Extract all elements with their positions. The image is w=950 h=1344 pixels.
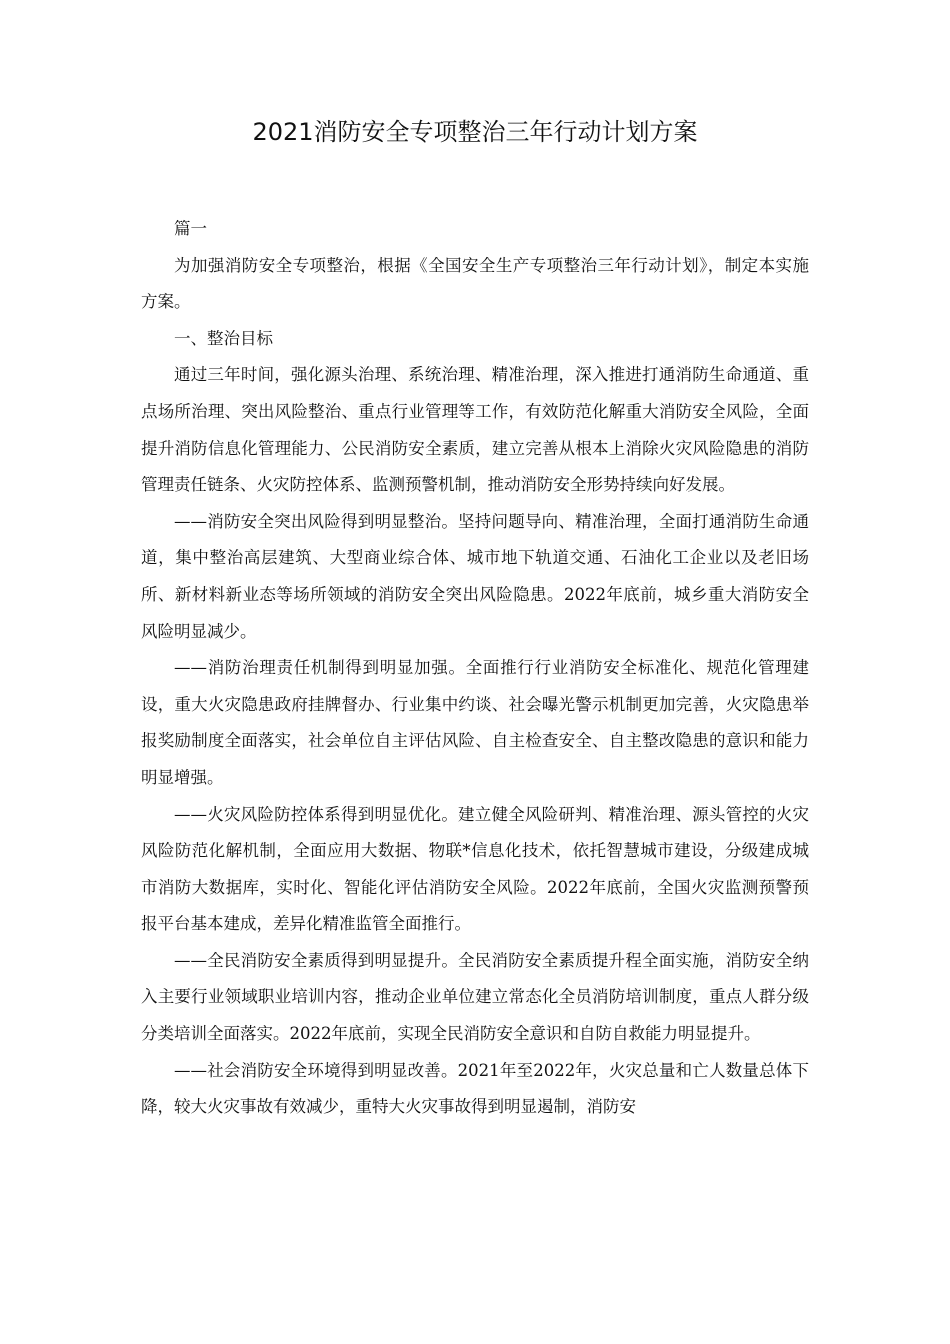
section-heading: 一、整治目标 bbox=[174, 328, 273, 348]
intro-paragraph: 为加强消防安全专项整治，根据《全国安全生产专项整治三年行动计划》，制定本实施方案。 bbox=[141, 255, 809, 312]
section-label: 篇一 bbox=[174, 219, 207, 238]
body-paragraph: 通过三年时间，强化源头治理、系统治理、精准治理，深入推进打通消防生命通道、重点场所治理、突出风险整治、重点行业管理等工作，有效防范化解重大消防安全风险，全面提升消防信息化管理能力、公民消防安全素质，建立完善从根本上消除火灾风险隐患的消防管理责任链条、火灾防控体系、监测预警机制，推动消防安全形势持续向好发展。 bbox=[141, 365, 809, 495]
document-body bbox=[141, 211, 809, 1126]
document-title: 2021消防安全专项整治三年行动计划方案 bbox=[252, 118, 698, 146]
body-paragraph: ——社会消防安全环境得到明显改善。2021年至2022年，火灾总量和亡人数量总体下降，较大火灾事故有效减少，重特大火灾事故得到明显遏制，消防安 bbox=[141, 1060, 809, 1117]
body-paragraph: ——全民消防安全素质得到明显提升。全民消防安全素质提升程全面实施，消防安全纳入主要行业领域职业培训内容，推动企业单位建立常态化全员消防培训制度，重点人群分级分类培训全面落实。2022年底前，实现全民消防安全意识和自防自救能力明显提升。 bbox=[141, 950, 809, 1044]
body-paragraph: ——消防安全突出风险得到明显整治。坚持问题导向、精准治理，全面打通消防生命通道，集中整治高层建筑、大型商业综合体、城市地下轨道交通、石油化工企业以及老旧场所、新材料新业态等场所领域的消防安全突出风险隐患。2022年底前，城乡重大消防安全风险明显减少。 bbox=[141, 511, 809, 641]
body-paragraph: ——火灾风险防控体系得到明显优化。建立健全风险研判、精准治理、源头管控的火灾风险防范化解机制，全面应用大数据、物联*信息化技术，依托智慧城市建设，分级建成城市消防大数据库，实时化、智能化评估消防安全风险。2022年底前，全国火灾监测预警预报平台基本建成，差异化精准监管全面推行。 bbox=[141, 804, 809, 934]
body-paragraph: ——消防治理责任机制得到明显加强。全面推行行业消防安全标准化、规范化管理建设，重大火灾隐患政府挂牌督办、行业集中约谈、社会曝光警示机制更加完善，火灾隐患举报奖励制度全面落实，社会单位自主评估风险、自主检查安全、自主整改隐患的意识和能力明显增强。 bbox=[141, 658, 809, 787]
